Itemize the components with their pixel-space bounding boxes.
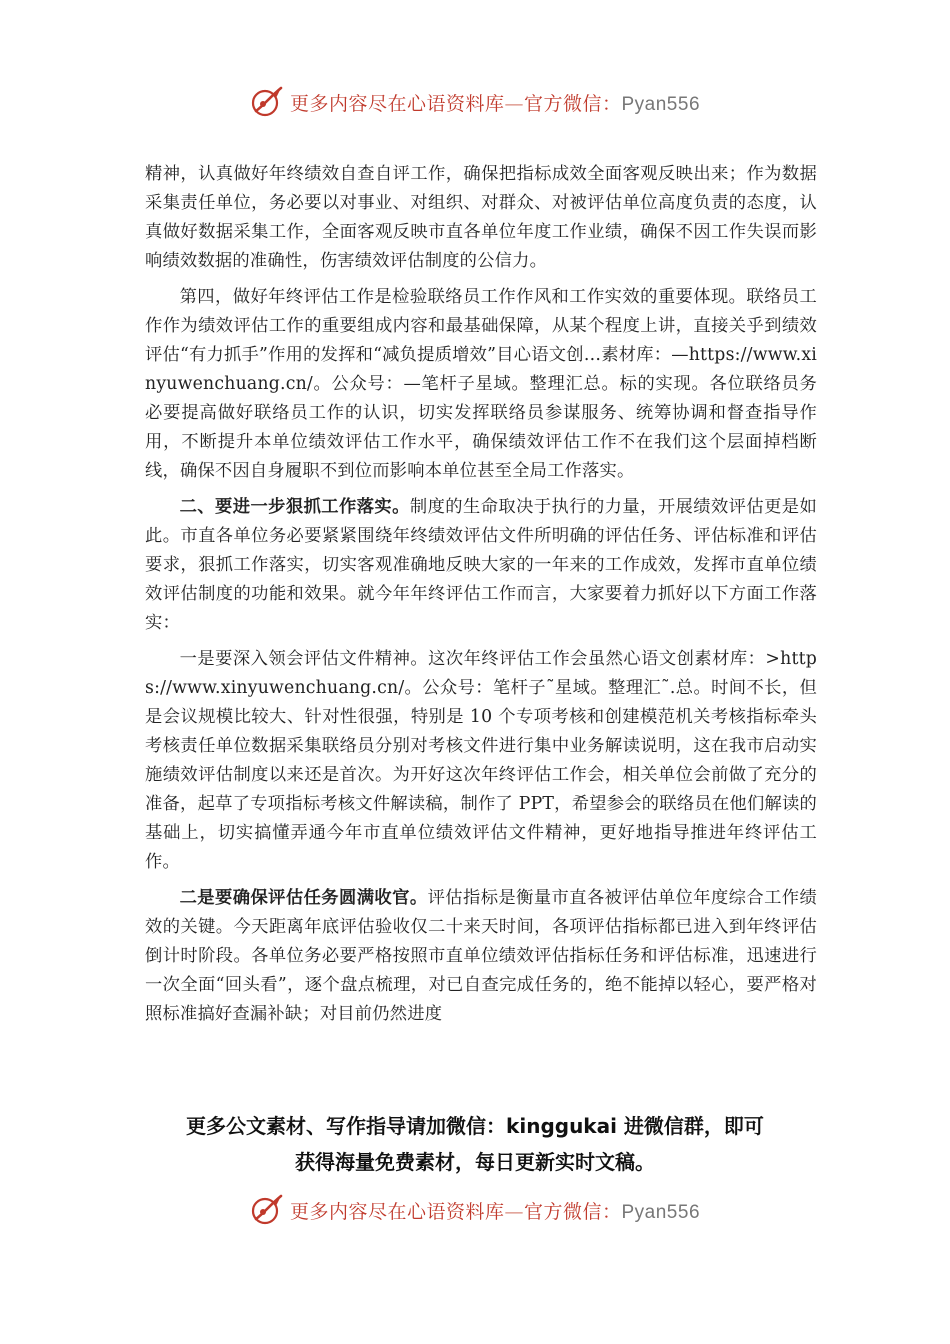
footer-brand-banner	[0, 1190, 950, 1230]
paragraph-5	[145, 884, 817, 1029]
paragraph-5-heading: 二是要确保评估任务圆满收官。	[179, 888, 428, 908]
brand-main-bottom: 更多内容尽在心语资料库	[289, 1200, 505, 1223]
header-brand-banner	[0, 82, 950, 122]
footer-line-2: 获得海量免费素材，每日更新实时文稿。	[295, 1150, 655, 1174]
paragraph-4	[145, 645, 817, 877]
brand-dash: —	[504, 92, 524, 115]
paragraph-1-text: 精神，认真做好年终绩效自查自评工作，确保把指标成效全面客观反映出来；作为数据采集责任单位，务必要以对事业、对组织、对群众、对被评估单位高度负责的态度，认真做好数据采集工作，全面客观反映市直各单位年度工作业绩，确保不因工作失误而影响绩效数据的准确性，伤害绩效评估制度的公信力。	[145, 164, 817, 271]
footer-line-1: 更多公文素材、写作指导请加微信：kinggukai 进微信群，即可	[186, 1114, 764, 1138]
paragraph-5-text: 评估指标是衡量市直各被评估单位年度综合工作绩效的关键。今天距离年底评估验收仅二十来天时间，各项评估指标都已进入到年终评估倒计时阶段。各单位务必要严格按照市直单位绩效评估指标任务和评估标准，迅速进行一次全面“回头看”，逐个盘点梳理，对已自查完成任务的，绝不能掉以轻心，要严格对照标准搞好查漏补缺；对目前仍然进度	[145, 888, 817, 1024]
brand-tail: 官方微信：	[523, 92, 622, 115]
quill-swirl-logo-icon	[250, 85, 284, 119]
brand-id-bottom: Pyan556	[621, 1201, 701, 1223]
footer-promo-note	[0, 1108, 950, 1180]
brand-dash-bottom: —	[504, 1200, 524, 1223]
paragraph-1	[145, 160, 817, 276]
brand-main: 更多内容尽在心语资料库	[289, 92, 505, 115]
paragraph-2-text: 第四，做好年终评估工作是检验联络员工作作风和工作实效的重要体现。联络员工作作为绩效评估工作的重要组成内容和最基础保障，从某个程度上讲，直接关乎到绩效评估“有力抓手”作用的发挥和“减负提质增效”目心语文创…素材库：—https://www.xinyuwenchuang.cn/。公众号：—笔杆子星域。整理汇总。标的实现。各位联络员务必要提高做好联络员工作的认识，切实发挥联络员参谋服务、统筹协调和督查指导作用，不断提升本单位绩效评估工作水平，确保绩效评估工作不在我们这个层面掉档断线，确保不因自身履职不到位而影响本单位甚至全局工作落实。	[145, 287, 817, 481]
paragraph-4-text: 一是要深入领会评估文件精神。这次年终评估工作会虽然心语文创素材库：>https://www.xinyuwenchuang.cn/。公众号：笔杆子˜星域。整理汇˜.总。时间不长，但是会议规模比较大、针对性很强，特别是 10 个专项考核和创建模范机关考核指标牵头考核责任单位数据采集联络员分别对考核文件进行集中业务解读说明，这在我市启动实施绩效评估制度以来还是首次。为开好这次年终评估工作会，相关单位会前做了充分的准备，起草了专项指标考核文件解读稿，制作了 PPT，希望参会的联络员在他们解读的基础上，切实搞懂弄通今年市直单位绩效评估文件精神，更好地指导推进年终评估工作。	[145, 649, 817, 872]
footer-brand-text	[290, 1197, 700, 1224]
brand-tail-bottom: 官方微信：	[523, 1200, 622, 1223]
paragraph-3-text: 制度的生命取决于执行的力量，开展绩效评估更是如此。市直各单位务必要紧紧围绕年终绩效评估文件所明确的评估任务、评估标准和评估要求，狠抓工作落实，切实客观准确地反映大家的一年来的工作成效，发挥市直单位绩效评估制度的功能和效果。就今年年终评估工作而言，大家要着力抓好以下方面工作落实：	[145, 497, 817, 633]
paragraph-2	[145, 283, 817, 486]
paragraph-3	[145, 493, 817, 638]
paragraph-3-heading: 二、要进一步狠抓工作落实。	[179, 497, 410, 517]
document-body	[145, 160, 817, 1029]
brand-id: Pyan556	[621, 93, 701, 115]
header-brand-text	[290, 89, 700, 116]
quill-swirl-logo-icon	[250, 1193, 284, 1227]
